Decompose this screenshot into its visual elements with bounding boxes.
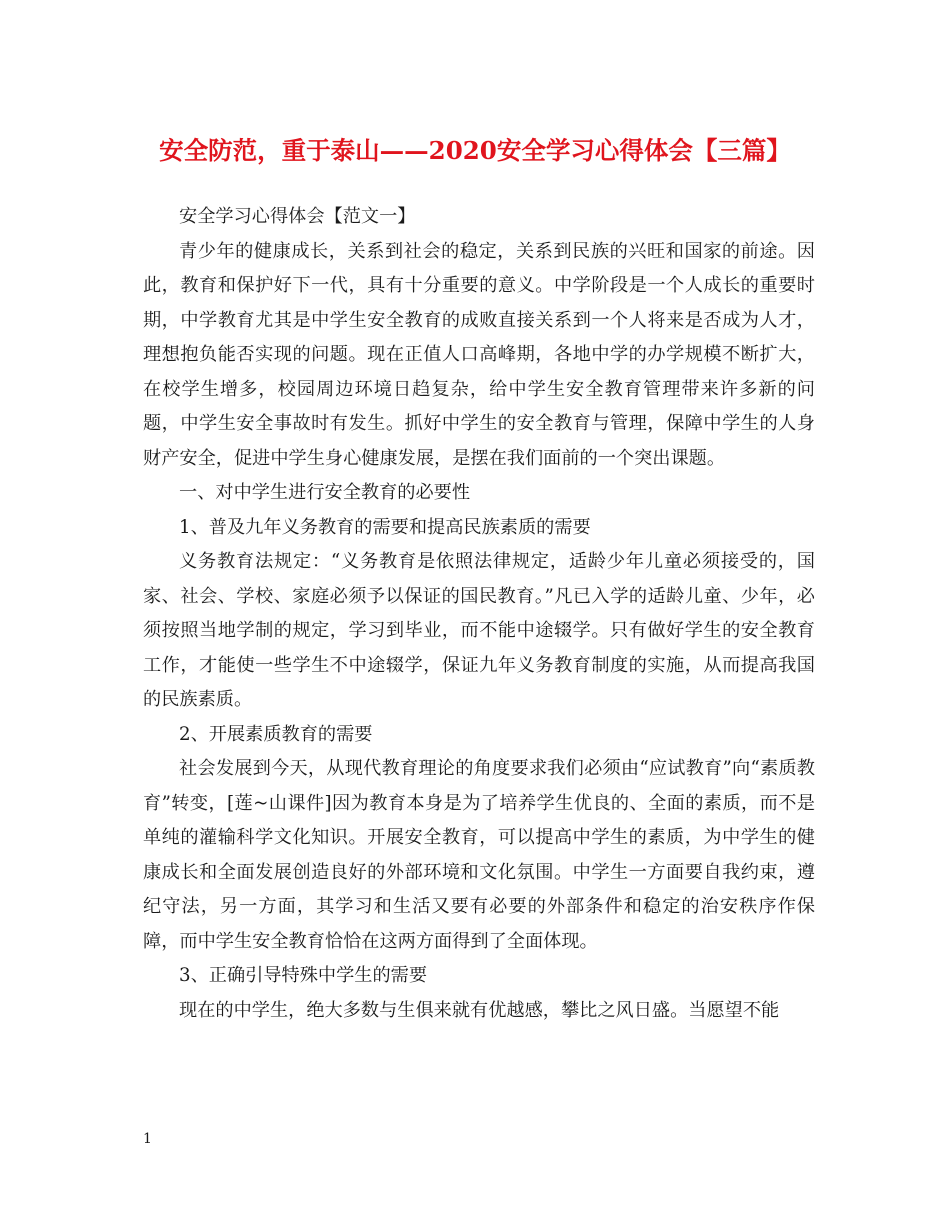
paragraph-compulsory-education: 义务教育法规定：“义务教育是依照法律规定，适龄少年儿童必须接受的，国家、社会、学校、家庭必须予以保证的国民教育。”凡已入学的适龄儿童、少年，必须按照当地学制的规定，学习到毕业，而不能中途辍学。只有做好学生的安全教育工作，才能使一些学生不中途辍学，保证九年义务教育制度的实施，从而提高我国的民族素质。	[143, 551, 815, 710]
section-heading-necessity: 一、对中学生进行安全教育的必要性	[179, 482, 471, 503]
document-body	[143, 200, 815, 1028]
page-number: 1	[143, 1131, 152, 1147]
section-heading-essay-one: 安全学习心得体会【范文一】	[179, 206, 416, 227]
subheading-quality-education: 2、开展素质教育的需要	[179, 723, 373, 745]
paragraph-intro: 青少年的健康成长，关系到社会的稳定，关系到民族的兴旺和国家的前途。因此，教育和保护好下一代，具有十分重要的意义。中学阶段是一个人成长的重要时期，中学教育尤其是中学生安全教育的成败直接关系到一个人将来是否成为人才，理想抱负能否实现的问题。现在正值人口高峰期，各地中学的办学规模不断扩大，在校学生增多，校园周边环境日趋复杂，给中学生安全教育管理带来许多新的问题，中学生安全事故时有发生。抓好中学生的安全教育与管理，保障中学生的人身财产安全，促进中学生身心健康发展，是摆在我们面前的一个突出课题。	[143, 240, 815, 469]
subheading-special-students: 3、正确引导特殊中学生的需要	[179, 965, 428, 986]
document-title: 安全防范，重于泰山——2020安全学习心得体会【三篇】	[159, 136, 791, 165]
paragraph-special-students: 现在的中学生，绝大多数与生俱来就有优越感，攀比之风日盛。当愿望不能	[179, 999, 780, 1021]
paragraph-quality-education: 社会发展到今天，从现代教育理论的角度要求我们必须由“应试教育”向“素质教育”转变，[莲~山课件]因为教育本身是为了培养学生优良的、全面的素质，而不是单纯的灌输科学文化知识。开展安全教育，可以提高中学生的素质，为中学生的健康成长和全面发展创造良好的外部环境和文化氛围。中学生一方面要自我约束，遵纪守法，另一方面，其学习和生活又要有必要的外部条件和稳定的治安秩序作保障，而中学生安全教育恰恰在这两方面得到了全面体现。	[143, 758, 815, 952]
subheading-compulsory-education: 1、普及九年义务教育的需要和提高民族素质的需要	[179, 516, 591, 538]
